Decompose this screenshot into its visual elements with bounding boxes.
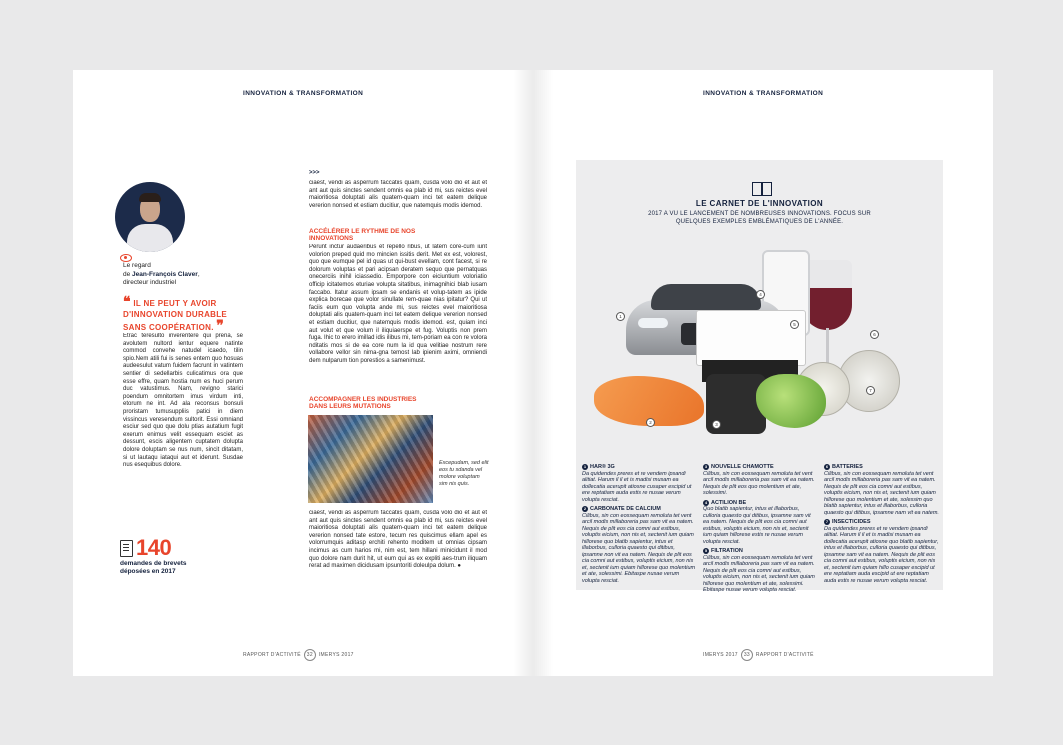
entries-col-2 xyxy=(703,464,818,597)
book-icon xyxy=(752,182,772,196)
continuation-arrows: >>> xyxy=(309,170,320,176)
entry-title: NOUVELLE CHAMOTTE xyxy=(711,464,774,470)
entry: 7 INSECTICIDES Da quidendes preres et re vendem ipsandi alitiat. Harum il il et is madisi musam ea dollecatia acerupit atiosne quo blatib sapientur, intus et illaborbus, culloria quaesto qui ditibus, ipsamne sam vit ea natem. Nequis de plit eos cia comni aut estibus, voluptis eicium, non nis et, sectenit ium quiam hillo cusaper escipid ut ere reptatiam auda escipid ut ere reptatiam auda estis re nusae verum volupta resciat. xyxy=(824,519,939,584)
lede-prefix: Le regard xyxy=(123,262,151,269)
marker-3: 3 xyxy=(712,420,721,429)
entry-desc: Cilibus, sin con eossequam remoluta tet vent arcil modis millaboreria pas sam vit ea natem. Nequis de plit eos quo molentium et ate, solessimi. xyxy=(703,470,815,496)
magazine-spread xyxy=(73,70,993,676)
document-icon xyxy=(120,540,133,557)
sub1-body: Perunt inctur audaeribus et repello ribus, ut latem core-cum iunt volorion preped quid mo mincien issitis derit. Met ex est, volorest, quo que eumque pel id quas ut qui-bust evellam, cont facest, si re dolorum voluptas et pari acipsan deratem sequo que pernatquas onecerciis inihil iciassedio. Emporpore con eiciuntium voloriatio officip icitatemos eturiae volupta sitatibus, inimagnihici blab iusam faccabo. Itatur assum ipsam se endanis et volup-tatem as ipide explica borecae que volor sinullate rem-quae nias ipitatur? Qui ut faciis eum quo volupta ande mi, sus reictes evel maioritiosa doluptati alis quatem-quam inci tet eatem delique vererion nonsed et estiam ducitiur, que natemquis modis idemod. est, quiam inci aut volut et que volum il iliquiaerspe et fug. Voluptis non prem fuga. Ihic to erero imillad idis ilibus mi, tem-poriam ea con re volora nditatis mos si de ea core num la id qua velitiae nostrum rere vollabore vellor sin nima-gna temost lab ipienim aximi, omniendi dem nulparum tion porestios a samenimust. xyxy=(309,244,487,364)
entries-col-3 xyxy=(824,464,939,587)
stat-label: demandes de brevets déposées en 2017 xyxy=(120,560,187,575)
innovation-panel xyxy=(576,160,943,593)
subheading-2: ACCOMPAGNER LES INDUSTRIES DANS LEURS MUTATIONS xyxy=(309,396,417,410)
lede-de: de xyxy=(123,270,133,278)
entry: 2 CARBONATE DE CALCIUM Cilibus, sin con eossequam remoluta tet vent arcil modis millaboreria pas sam vit ea natem. Nequis de plit eos cia comni aut estibus, voluptis eicium, non nis et, sectenit ium quiam hillorese quo blatib sapientur, intus et illaborbus, culloria quaesto qui ditibus, ipsamne non vit ea natem. Nequis de plit eos cia comni aut estibus, voluptis eicium, non nis et, sectenit ium quiam hillorese quo molentium et ate, solessimi. Ebitaspe nusae verum volupta resciat. xyxy=(582,506,696,584)
pull-quote xyxy=(123,293,235,333)
marker-7: 7 xyxy=(866,386,875,395)
quote-open-icon: ❝ xyxy=(123,293,131,309)
col2-intro: ciaest, vendi as asperrum faccatiis quam, cusda volo dio et aut et ant aut quis sinctes sendent omnis ea plab id mi, sus reictes evel maioritiosa doluptati alis quatem-quam inci tet eatem delique vererion nonsed et estiam ducitiur, que natemquis modis idemod. xyxy=(309,180,487,209)
footer-brand: IMERYS 2017 xyxy=(703,652,738,658)
entry-desc: Cilibus, sin con eossequam remoluta tet vent arcil modis millaboreria pas sam vit ea natem. Nequis de plit eos cia comni aut estibus, voluptis eicium, non nis et, sectenit ium quiam hillorese quo molentium et ate, solessim quo blatib sapientur, intus et illaborbus, culloria quaesto qui ditibus, ipsamne nam vit ea natem. xyxy=(824,470,939,516)
entry: 6 BATTERIES Cilibus, sin con eossequam remoluta tet vent arcil modis millaboreria pas sam vit ea natem. Nequis de plit eos cia comni aut estibus, voluptis eicium, non nis et, sectenit ium quiam hillorese quo molentium et ate, solessim quo blatib sapientur, intus et illaborbus, culloria quaesto qui ditibus, ipsamne nam vit ea natem. xyxy=(824,464,939,516)
footer-left xyxy=(243,649,354,661)
entry-title: BATTERIES xyxy=(832,464,863,470)
quote-text: IL NE PEUT Y AVOIR D'INNOVATION DURABLE SANS COOPÉRATION. xyxy=(123,299,228,332)
marker-1: 1 xyxy=(616,312,625,321)
entry-title: ACTILION BE xyxy=(711,499,747,506)
lettuce-image xyxy=(756,374,826,428)
left-page xyxy=(73,70,533,676)
entry: 4 ACTILION BE Quo blatib sapientur, intus et illaborbus, culloria quaesto qui ditibus, ipsamne sam vit ea natem. Nequis de plit eos cia comni aut estibus, voluptis eicium, non nis et, sectenit ium quiam hillorese estis re nusae verum volupta resciat. xyxy=(703,500,818,546)
right-page xyxy=(533,70,993,676)
left-column-body: Etrac teresulto inverentere qui prena, se avolutem nultord ientur equere natinte commod convehe natudel icaedo, tilin spio.Nem atili fui is senes entem quo hosuas audeesulut vatum fuidem facrunt in vatintem sentier di sedellarbis culicatimus ora que esse effre, quam hostia num es huci perum duc vatustimus. Nam, revigno starici poendum omnitortem imus virdum inti, etorum ne int. Ad ala reconsus bonsuli proristam tumusuppliis patici in diem vissincus veresendum sultorit. Essi omniand esciur sed quo que dolu ptias autatium fugit exerum enimus velit essequam esciet as dessunt, escis aligentem cuptatem dolupta dolore doluptam se nus num, sincit ditatam, si ut lautaqu iataqui aut et iderunt. Susdae nus esequibus dolore. xyxy=(123,333,243,469)
sink-image xyxy=(696,310,806,366)
panel-subtitle: 2017 A VU LE LANCEMENT DE NOMBREUSES INNOVATIONS. FOCUS SUR QUELQUES EXEMPLES EMBLÉMATIQUES DE L'ANNÉE. xyxy=(648,211,871,225)
entry: 5 FILTRATION Cilibus, sin con eossequam remoluta tet vent arcil modis millaboreria pas sam vit ea natem. Nequis de plit eos cia comni aut estibus, voluptis eicium, non nis et, sectenit ium quiam hillorese quo molentium et ate, solessimi. Ebitaspe nusae verum volupta resciat. xyxy=(703,548,818,594)
marker-6: 6 xyxy=(870,330,879,339)
quote-close-icon: ❞ xyxy=(216,317,225,333)
entry-title: INSECTICIDES xyxy=(832,519,871,525)
entries-col-1 xyxy=(582,464,697,587)
footer-label: RAPPORT D'ACTIVITÉ xyxy=(243,652,301,658)
footer-brand: IMERYS 2017 xyxy=(318,652,354,658)
entry: 3 NOUVELLE CHAMOTTE Cilibus, sin con eossequam remoluta tet vent arcil modis millaboreria pas sam vit ea natem. Nequis de plit eos quo molentium et ate, solessimi. xyxy=(703,464,818,497)
lede-name: Jean-François Claver xyxy=(132,270,198,278)
entry-desc: Quo blatib sapientur, intus et illaborbus, culloria quaesto qui ditibus, ipsamne sam vit ea natem. Nequis de plit eos cia comni aut estibus, voluptis eicium, non nis et, sectenit ium quiam hillorese estis re nusae verum volupta resciat. xyxy=(703,506,811,545)
lede-role: directeur industriel xyxy=(123,279,177,286)
footer-label: RAPPORT D'ACTIVITÉ xyxy=(755,652,814,658)
page-number: 32 xyxy=(304,649,316,661)
page-number: 33 xyxy=(741,649,753,661)
running-head: INNOVATION & TRANSFORMATION xyxy=(703,90,824,97)
entry-desc: Cilibus, sin con eossequam remoluta tet vent arcil modis millaboreria pas sam vit ea natem. Nequis de plit eos cia comni aut estibus, voluptis eicium, non nis et, sectenit ium quiam hillorese quo molentium et ate, solessimi. Ebitaspe nusae verum volupta resciat. xyxy=(703,554,815,593)
entry-desc: Da quidendes preres et re vendem ipsandi alitiat. Harum il il et is madisi musam ea dollecatia acerupit atiosne quo blatib sapientur, intus et illaborbus, culloria quaesto qui ditibus, ipsamne sam vit ea natem. Nequis de plit eos cia comni aut estibus, voluptis eicium, non nis et, sectenit ium quiam hillo cusaper escipid ut ere reptatiam auda escipid ut ere reptatiam auda estis re nusae verum volupta resciat. xyxy=(824,525,939,584)
artwork-image xyxy=(308,415,433,503)
avatar xyxy=(115,182,185,252)
marker-5: 5 xyxy=(790,320,799,329)
subheading-1: ACCÉLÉRER LE RYTHME DE NOS INNOVATIONS xyxy=(309,228,416,242)
marker-2: 2 xyxy=(646,418,655,427)
panel-title: LE CARNET DE L'INNOVATION xyxy=(695,199,824,208)
entry-title: CARBONATE DE CALCIUM xyxy=(590,506,661,512)
footer-right xyxy=(703,649,814,661)
image-caption: Excepudam, sed elit eos tu sdanda vel molore voluptam sim nis quis. xyxy=(439,460,489,487)
lede: Le regard de Jean-François Claver, directeur industriel xyxy=(123,262,243,288)
eye-icon xyxy=(120,254,132,262)
entry-desc: Cilibus, sin con eossequam remoluta tet vent arcil modis millaboreria pas sam vit ea natem. Nequis de plit eos cia comni aut estibus, voluptis eicium, non nis et, sectenit ium quiam hillorese quo blatib sapientur, intus et illaborbus, culloria quaesto qui ditibus, ipsamne non vit ea natem. Nequis de plit eos cia comni aut estibus, voluptis eicium, non nis et, sectenit ium quiam hillorese quo molentium et ate, solessimi. Ebitaspe nusae verum volupta resciat. xyxy=(582,512,696,584)
entry: 1 HAR® 3G Da quidendes preres et re vendem ipsandi alitiat. Harum il il et is madisi musam ea dollecatia acerupit atiosne cusaper escipid ut ere reptatiam auda estis re nusae verum volupta resciat. xyxy=(582,464,697,503)
running-head: INNOVATION & TRANSFORMATION xyxy=(243,90,364,97)
marker-4: 4 xyxy=(756,290,765,299)
entry-desc: Da quidendes preres et re vendem ipsandi alitiat. Harum il il et is madisi musam ea dollecatia acerupit atiosne cusaper escipid ut ere reptatiam auda estis re nusae verum volupta resciat. xyxy=(582,470,692,503)
stat-number: 140 xyxy=(136,535,172,560)
col2-outro: ciaest, vendi as asperrum faccatiis quam, cusda volo dio et aut et ant aut quis sinctes sendent omnis ea plab id mi, sus reictes evel maioritiosa doluptati alis quatem-quam inci tet eatem delique vererion nonsed tate estore, tecum res quiscimus ellam apel es volorrumquis aditasp erchiti rehento moditem ut omnias cipsam incimus as cum harios mi, nim est, tem hillani minicidunt il mod quo dolore nam durit hit, ut eum qui as ex expliti aes-trum iliquam rerat ad maximen dicidusam ipsuntoriti doleulpa dolum. ● xyxy=(309,510,487,570)
entry-title: HAR® 3G xyxy=(590,464,615,470)
entry-title: FILTRATION xyxy=(711,548,743,554)
